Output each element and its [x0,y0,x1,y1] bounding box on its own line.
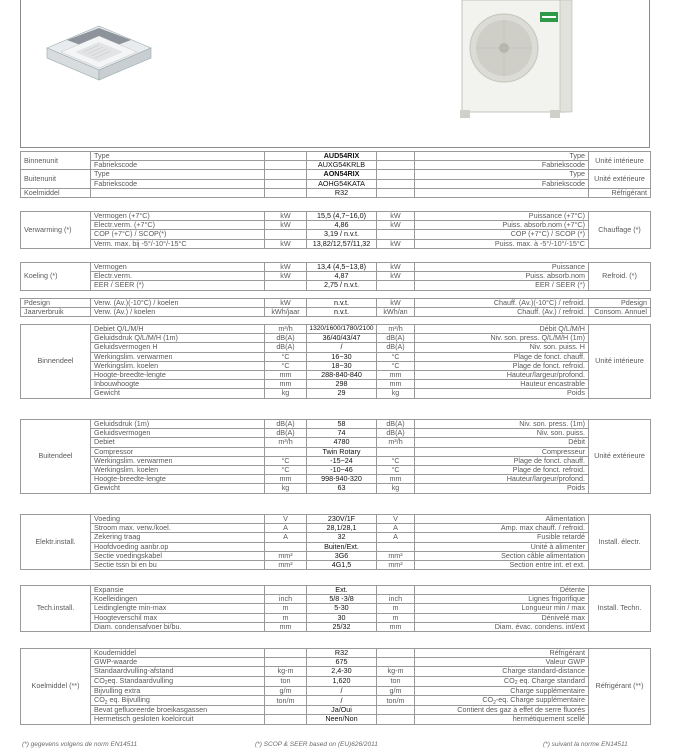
footnote-fr: (*) suivant la norme EN14511 [543,741,628,748]
cassette-indoor-unit-image [39,18,159,88]
model-table: Binnenunit Type AUD54RIX Type Unité intérieure Fabriekscode AUXG54KRLB Fabriekscode Buitenunit Type AON54RIX Type Unité extérieure Fabriekscode AOHG54KATA Fabriekscode Koelmiddel R32 Réfrigérant [20,151,651,198]
refrigerant-value: R32 [307,188,377,197]
footnote-scop: (*) SCOP & SEER based on (EU)626/2011 [255,741,378,748]
indoor-code: AUXG54KRLB [307,161,377,170]
cooling-table: Koeling (*) Vermogen kW 13,4 (4,5~13,8) kW Puissance Refroid. (*) Electr.verm. kW 4,87 kW Puiss. absorb.nom EER / SEER (*) 2,75 / n.v.t. EER / SEER (*) [20,262,651,291]
indoor-table: Binnendeel Debiet Q/L/M/H m³/h 1320/1600/1780/2100 m³/h Débit Q/L/M/H Unité intérieure Geluidsdruk Q/L/M/H (1m) dB(A) 36/40/43/47 dB(A) Niv. son. press. Q/L/M/H (1m) Geluidsvermogen H dB(A) / dB(A) Niv. son. puiss. H Werkingslim. verwarmen °C 16~30 °C Plage de fonct. chauff. Werkingslim. koelen °C 18~30 °C Plage de fonct. refroid. Hoogte-breedte-lengte mm 288-840-840 mm Hauteur/largeur/profond. Inbouwhoogte mm 298 mm Hauteur encastrable Gewicht kg 29 kg Poids [20,324,651,399]
outdoor-unit-label: Buitenunit [21,170,91,188]
outdoor-code: AOHG54KATA [307,179,377,188]
outdoor-model: AON54RIX [307,170,377,179]
pdesign-table: Pdesign Verw. (Av.)(-10°C) / koelen kW n.v.t. kW Chauff. (Av.)(-10°C) / refroid. Pdesign Jaarverbruik Verw. (Av.) / koelen kWh/jaar n.v.t. kWh/an Chauff. (Av.) / refroid. Consom. Annuel [20,298,651,317]
outdoor-unit-image [456,0,576,118]
technical-table: Tech.install. Expansie Ext. Détente Install. Techn. Koelleidingen inch 5/8 -3/8 inch Lignes frigorifique Leidinglengte min-max m 5-30 m Longueur min / max Hoogteverschil max m 30 m Dénivelé max Diam. condensafvoer bi/bu. mm 25/32 mm Diam. évac. condens. int/ext [20,585,651,632]
indoor-unit-label: Binnenunit [21,152,91,170]
refrigerant-table: Koelmiddel (**) Koudemiddel R32 Réfrigérant Réfrigérant (**) GWP-waarde 675 Valeur GWP Standaardvulling-afstand kg-m 2,4-30 kg-m Charge standard-distance $CO_2eq$. Standaardvulling ton 1,620 ton $CO_2$ eq. Charge standard Bijvulling extra g/m / g/m Charge supplémentaire $CO_2$ eq. Bijvulling ton/m / ton/m $CO_2-eq$. Charge supplémentaire Bevat gefluoreerde broeikasgassen Ja/Oui Contient des gaz à effet de serre fluorés Hermetisch gesloten koelcircuit Neen/Non hermétiquement scellé [20,648,651,725]
electrical-table: Elektr.install. Voeding V 230V/1F V Alimentation Install. électr. Stroom max. verw./koel. A 28,1/28,1 A Amp. max chauff. / refroid. Zekering traag A 32 A Fusible retardé Hoofdvoeding aanbr.op Buiten/Ext. Unité à alimenter Sectie voedingskabel mm² 3G6 mm² Section câble alimentation Sectie tssn bi en bu mm² 4G1,5 mm² Section entre int. et ext. [20,514,651,570]
product-image-panel [20,0,650,148]
indoor-model: AUD54RIX [307,152,377,161]
outdoor-table: Buitendeel Geluidsdruk (1m) dB(A) 58 dB(A) Niv. son. press. (1m) Unité extérieure Geluidsvermogen dB(A) 74 dB(A) Niv. son. puiss. Debiet m³/h 4780 m³/h Débit Compressor Twin Rotary Compresseur Werkingslim. verwarmen °C -15~24 °C Plage de fonct. chauff. Werkingslim. koelen °C -10~46 °C Plage de fonct. refroid. Hoogte-breedte-lengte mm 998-940-320 mm Hauteur/largeur/profond. Gewicht kg 63 kg Poids [20,419,651,494]
footnote-nl: (*) gegevens volgens de norm EN14511 [22,741,138,748]
heating-table: Verwarming (*) Vermogen (+7°C) kW 15,5 (4,7~16,0) kW Puissance (+7°C) Chauffage (*) Electr.verm. (+7°C) kW 4,86 kW Puiss. absorb.nom (+7°C) COP (+7°C) / SCOP(*) 3,19 / n.v.t. COP (+7°C) / SCOP (*) Verm. max. bij -5°/-10°/-15°C kW 13,82/12,57/11,32 kW Puiss. max. à -5°/-10°/-15°C [20,211,651,249]
